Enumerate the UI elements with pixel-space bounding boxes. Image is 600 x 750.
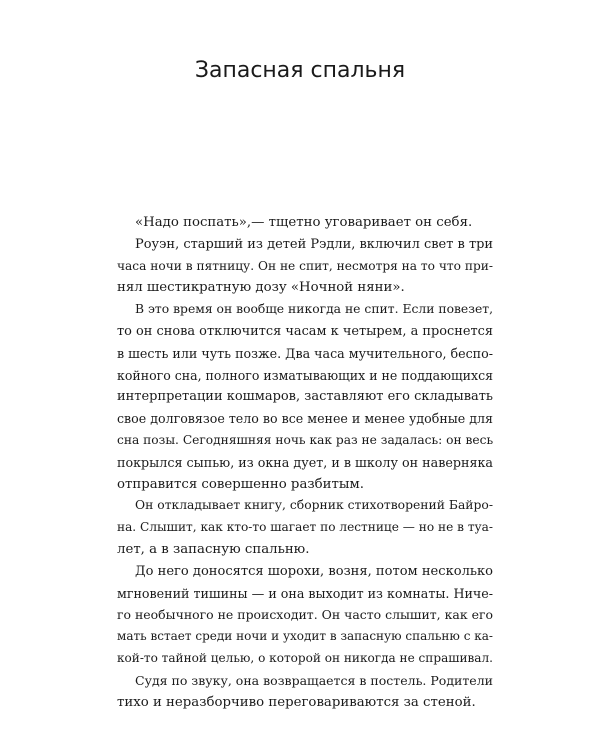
paragraph [117,561,493,670]
text-line: на. Слышит, как кто-то шагает по лестнице — но не в туа- [117,520,493,535]
chapter-title: Запасная спальня [194,58,406,83]
text-line: До него доносятся шорохи, возня, потом несколько [135,563,493,579]
paragraph [117,234,493,299]
text-line: свое долговязое тело во все менее и менее удобные для [117,411,493,427]
paragraph [117,495,493,560]
text-line: часа ночи в пятницу. Он не спит, несмотря на то что при- [117,258,493,273]
text-line: Судя по звуку, она возвращается в постель. Родители [135,672,493,688]
text-line: го необычного не происходит. Он часто слышит, как его [117,607,493,623]
text-line: тихо и неразборчиво переговариваются за стеной. [117,694,476,710]
text-line: мать встает среди ночи и уходит в запасную спальню с ка- [117,629,493,644]
text-line: лет, а в запасную спальню. [117,541,310,557]
text-line: койного сна, полного изматывающих и не поддающихся [117,367,493,383]
paragraph [117,212,493,234]
text-line: покрылся сыпью, из окна дует, и в школу он наверняка [117,454,493,470]
body-text [117,212,493,713]
paragraph [117,299,493,495]
text-line: сна позы. Сегодняшняя ночь как раз не задалась: он весь [117,432,494,447]
text-line: «Надо поспать»,— тщетно уговаривает он себя. [135,215,473,230]
text-line: отправится совершенно разбитым. [117,476,365,492]
text-line: В это время он вообще никогда не спит. Если повезет, [135,302,493,317]
text-line: в шесть или чуть позже. Два часа мучительного, беспо- [117,345,493,361]
text-line: кой-то тайной целью, о которой он никогда не спрашивал. [117,650,493,665]
text-line: мгновений тишины — и она выходит из комнаты. Ниче- [117,585,494,601]
text-line: то он снова отключится часам к четырем, а проснется [117,323,493,339]
paragraph [117,670,493,714]
text-line: интерпретации кошмаров, заставляют его складывать [117,389,493,405]
text-line: нял шестикратную дозу «Ночной няни». [117,280,405,296]
text-line: Он откладывает книгу, сборник стихотворений Байро- [135,498,493,513]
text-line: Роуэн, старший из детей Рэдли, включил свет в три [135,236,494,252]
